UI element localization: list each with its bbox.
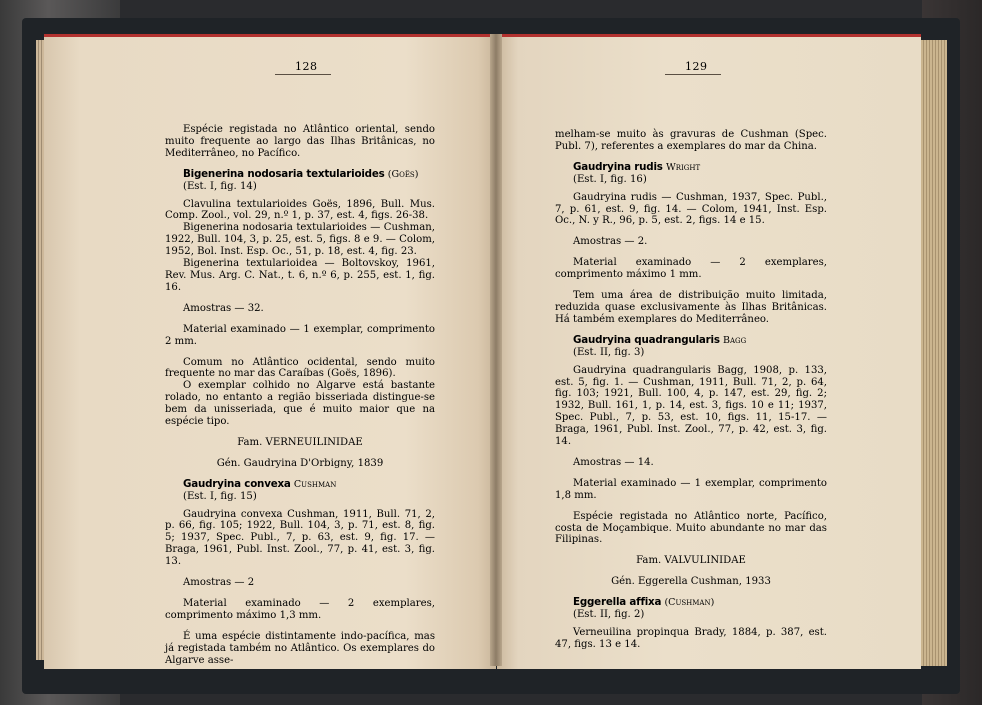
species-author: Wright xyxy=(665,161,701,173)
species-author: Cushman xyxy=(293,478,337,490)
species-name: Eggerella affixa xyxy=(573,596,662,609)
paragraph: Espécie registada no Atlântico oriental, sendo muito frequente ao largo das Ilhas Britânicas, no Mediterrâneo, no Pacífico. xyxy=(165,124,435,159)
citation: Gaudryina convexa Cushman, 1911, Bull. 71, 2, p. 66, fig. 105; 1922, Bull. 104, 3, p. 71, est. 8, fig. 5; 1937, Spec. Publ., 7, p. 63, est. 9, fig. 17. — Braga, 1961, Publ. Inst. Zool., 77, p. 41, est. 3, fig. 13. xyxy=(165,508,435,568)
samples: Amostras — 32. xyxy=(183,302,264,314)
left-page-text xyxy=(165,124,435,667)
paragraph: Espécie registada no Atlântico norte, Pacífico, costa de Moçambique. Muito abundante no mar das Filipinas. xyxy=(555,510,827,546)
page-number-right: 129 xyxy=(685,60,708,73)
paragraph: O exemplar colhido no Algarve está bastante rolado, no entanto a região bisseriada distingue-se bem da unisseriada, que é muito maior que na espécie tipo. xyxy=(165,380,435,428)
material: Material examinado — 1 exemplar, comprimento 1,8 mm. xyxy=(555,477,827,501)
species-name: Gaudryina quadrangularis xyxy=(573,333,720,346)
plate-ref: (Est. II, fig. 3) xyxy=(573,346,645,358)
species-author: (Goës) xyxy=(387,168,419,180)
samples: Amostras — 2. xyxy=(573,236,648,248)
citation: Bigenerina textularioidea — Boltovskoy, 1961, Rev. Mus. Arg. C. Nat., t. 6, n.º 6, p. 255, est. 1, fig. 16. xyxy=(165,258,435,293)
species-heading xyxy=(165,169,435,181)
species-heading xyxy=(555,597,827,609)
family-heading: Fam. VERNEUILINIDAE xyxy=(237,436,363,448)
paragraph: Tem uma área de distribuição muito limitada, reduzida quase exclusivamente às Ilhas Britânicas. Há também exemplares do Mediterrâneo. xyxy=(555,290,827,325)
material: Material examinado — 2 exemplares, comprimento máximo 1,3 mm. xyxy=(165,598,435,621)
plate-ref: (Est. I, fig. 15) xyxy=(183,490,257,502)
family-heading: Fam. VALVULINIDAE xyxy=(636,555,746,567)
book-gutter xyxy=(490,34,502,666)
plate-ref: (Est. II, fig. 2) xyxy=(573,609,645,621)
samples: Amostras — 2 xyxy=(183,577,255,589)
right-page-edges xyxy=(921,40,947,666)
plate-ref: (Est. I, fig. 14) xyxy=(183,180,257,192)
species-author: (Cushman) xyxy=(664,597,715,609)
page-number-rule-right xyxy=(665,74,721,75)
plate-ref: (Est. I, fig. 16) xyxy=(573,173,647,185)
species-heading xyxy=(555,335,827,347)
paragraph: É uma espécie distintamente indo-pacífica, mas já registada também no Atlântico. Os exemplares do Algarve asse- xyxy=(165,630,435,666)
material: Material examinado — 1 exemplar, comprimento 2 mm. xyxy=(165,323,435,347)
page-number-rule-left xyxy=(275,74,331,75)
citation: Gaudryina quadrangularis Bagg, 1908, p. 133, est. 5, fig. 1. — Cushman, 1911, Bull. 71, 2, p. 64, fig. 103; 1921, Bull. 100, 4, p. 147, est. 29, fig. 2; 1932, Bull. 161, 1, p. 14, est. 3, figs. 10 e 11; 1937, Spec. Publ., 7, p. 53, est. 10, figs. 11, 15-17. — Braga, 1961, Publ. Inst. Zool., 77, p. 42, est. 3, fig. 14. xyxy=(555,364,827,448)
species-name: Gaudryina convexa xyxy=(183,477,291,490)
citation: Gaudryina rudis — Cushman, 1937, Spec. Publ., 7, p. 61, est. 9, fig. 14. — Colom, 1941, Inst. Esp. Oc., N. y R., 96, p. 5, est. 2, figs. 14 e 15. xyxy=(555,191,827,227)
page-number-left: 128 xyxy=(295,60,318,73)
species-heading xyxy=(555,162,827,174)
material: Material examinado — 2 exemplares, comprimento máximo 1 mm. xyxy=(555,257,827,281)
species-heading xyxy=(165,479,435,491)
genus-heading: Gén. Eggerella Cushman, 1933 xyxy=(611,576,771,588)
right-page-text xyxy=(555,129,827,651)
citation: Clavulina textularioides Goës, 1896, Bull. Mus. Comp. Zool., vol. 29, n.º 1, p. 37, est. 4, figs. 26-38. xyxy=(165,198,435,222)
paragraph: melham-se muito às gravuras de Cushman (Spec. Publ. 7), referentes a exemplares do mar da China. xyxy=(555,129,827,152)
samples: Amostras — 14. xyxy=(573,456,654,468)
species-author: Bagg xyxy=(723,334,747,346)
left-page-edges xyxy=(36,40,44,660)
species-name: Gaudryina rudis xyxy=(573,160,663,173)
citation: Bigenerina nodosaria textularioides — Cushman, 1922, Bull. 104, 3, p. 25, est. 5, figs. 8 e 9. — Colom, 1952, Bol. Inst. Esp. Oc., 51, p. 18, est. 4, fig. 23. xyxy=(165,222,435,258)
genus-heading: Gén. Gaudryina D'Orbigny, 1839 xyxy=(216,457,384,469)
citation: Verneuilina propinqua Brady, 1884, p. 387, est. 47, figs. 13 e 14. xyxy=(555,627,827,650)
species-name: Bigenerina nodosaria textularioides xyxy=(183,167,385,180)
paragraph: Comum no Atlântico ocidental, sendo muito frequente no mar das Caraíbas (Goës, 1896). xyxy=(165,356,435,380)
